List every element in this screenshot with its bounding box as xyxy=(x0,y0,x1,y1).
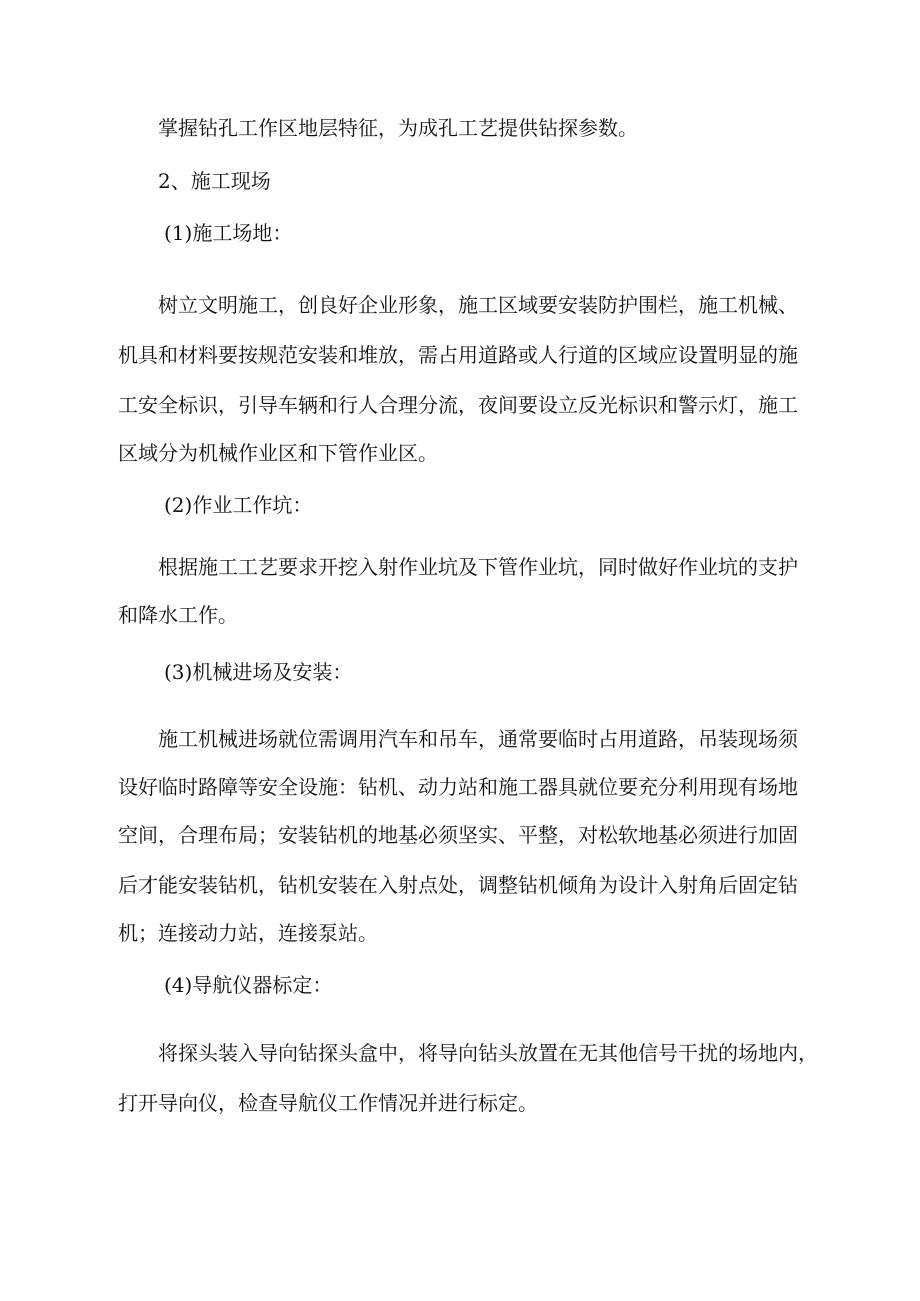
subsection-heading: (1)施工场地： xyxy=(164,221,293,245)
paragraph-line: 掌握钻孔工作区地层特征，为成孔工艺提供钻探参数。 xyxy=(158,116,638,140)
paragraph-line: 后才能安装钻机，钻机安装在入射点处，调整钻机倾角为设计入射角后固定钻 xyxy=(118,873,798,897)
paragraph-line: 根据施工工艺要求开挖入射作业坑及下管作业坑，同时做好作业坑的支护 xyxy=(158,555,798,579)
paragraph-line: 区域分为机械作业区和下管作业区。 xyxy=(118,441,438,465)
paragraph-line: 设好临时路障等安全设施：钻机、动力站和施工器具就位要充分利用现有场地 xyxy=(118,775,798,799)
paragraph-line: 机具和材料要按规范安装和堆放，需占用道路或人行道的区域应设置明显的施 xyxy=(118,343,798,367)
paragraph-line: 空间，合理布局；安装钻机的地基必须坚实、平整，对松软地基必须进行加固 xyxy=(118,823,798,847)
paragraph-line: 将探头装入导向钻探头盒中，将导向钻头放置在无其他信号干扰的场地内， xyxy=(158,1041,818,1065)
subsection-heading: (3)机械进场及安装： xyxy=(164,660,353,684)
subsection-heading: (4)导航仪器标定： xyxy=(164,973,333,997)
paragraph-line: 机；连接动力站，连接泵站。 xyxy=(118,921,378,945)
paragraph-line: 打开导向仪，检查导航仪工作情况并进行标定。 xyxy=(118,1091,538,1115)
paragraph-line: 工安全标识，引导车辆和行人合理分流，夜间要设立反光标识和警示灯，施工 xyxy=(118,393,798,417)
section-heading: 2、施工现场 xyxy=(158,169,271,193)
subsection-heading: (2)作业工作坑： xyxy=(164,493,313,517)
paragraph-line: 施工机械进场就位需调用汽车和吊车，通常要临时占用道路，吊装现场须 xyxy=(158,727,798,751)
paragraph-line: 树立文明施工，创良好企业形象，施工区域要安装防护围栏，施工机械、 xyxy=(158,293,798,317)
paragraph-line: 和降水工作。 xyxy=(118,603,238,627)
